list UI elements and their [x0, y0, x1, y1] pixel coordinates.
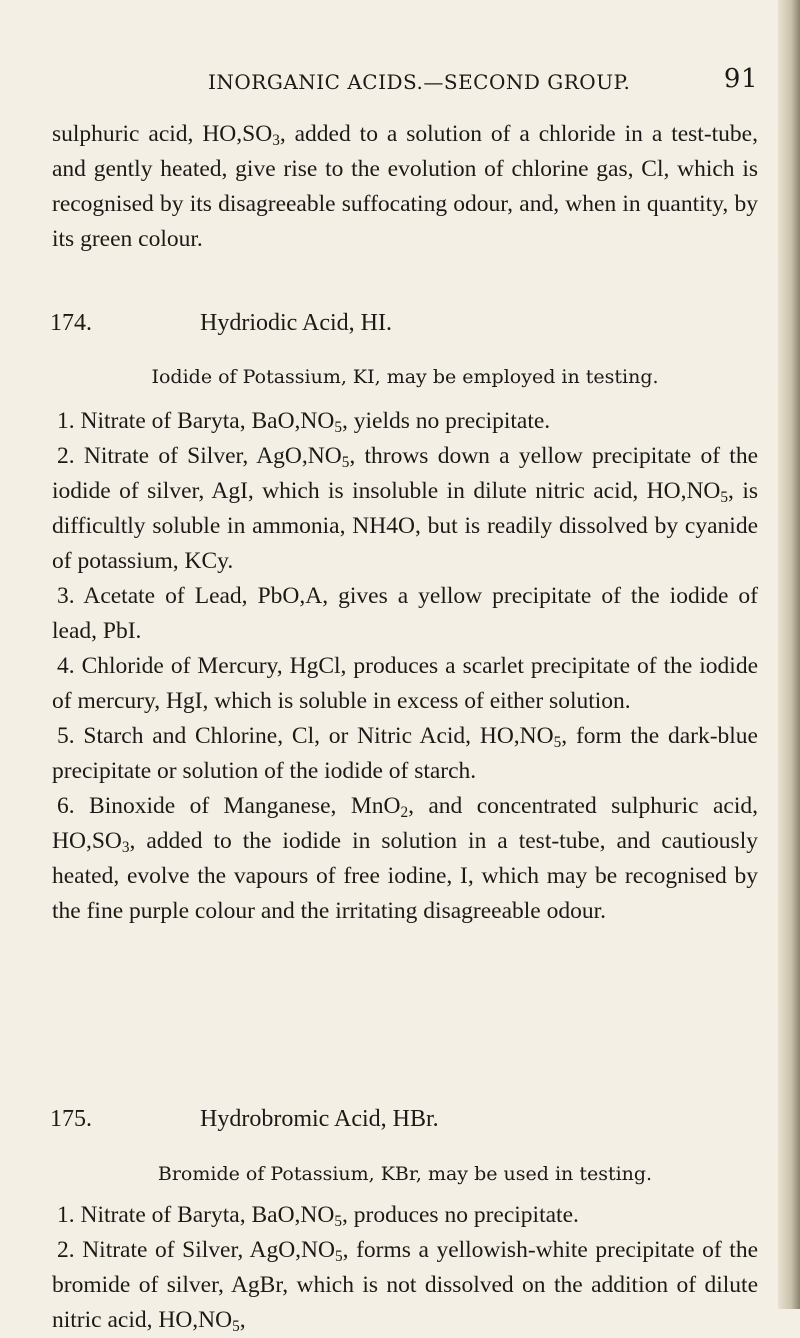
section-174-heading [50, 310, 392, 337]
section-175-heading [50, 1106, 439, 1133]
section-174-number: 174. [50, 310, 92, 336]
list-item: 4. Chloride of Mercury, HgCl, produces a scarlet precipitate of the iodide of mercury, HgI, which is soluble in excess of either solution. [52, 653, 758, 714]
page-edge [778, 0, 800, 1309]
list-item: 5. Starch and Chlorine, Cl, or Nitric Acid, $HO,NO_5$, form the dark-blue precipitate or solution of the iodide of starch. [52, 723, 758, 784]
section-175-title: Hydrobromic Acid, HBr. [200, 1106, 439, 1132]
running-header [112, 64, 758, 100]
list-item: 1. Nitrate of Baryta, $BaO,NO_5$, produces no precipitate. [57, 1202, 579, 1230]
list-item: 1. Nitrate of Baryta, $BaO,NO_5$, yields no precipitate. [57, 408, 551, 436]
intro-text: sulphuric acid, $HO,SO_3$, added to a solution of a chloride in a test-tube, and gently heated, give rise to the evolution of chlorine gas, Cl, which is recognised by its disagreeable suffocating odour, and, when in quantity, by its green colour. [52, 121, 758, 252]
section-175-items [52, 1198, 758, 1338]
page-number: 91 [723, 64, 758, 94]
list-item: 2. Nitrate of Silver, $AgO,NO_5$, forms a yellowish-white precipitate of the bromide of silver, AgBr, which is not dissolved on the addition of dilute nitric acid, $HO,NO_5$, [52, 1237, 758, 1335]
section-175-subtitle: Bromide of Potassium, KBr, may be used in testing. [157, 1163, 653, 1185]
intro-paragraph [52, 117, 758, 257]
section-174-items [52, 404, 758, 929]
section-175-number: 175. [50, 1106, 92, 1132]
list-item: 2. Nitrate of Silver, $AgO,NO_5$, throws down a yellow precipitate of the iodide of silver, AgI, which is insoluble in dilute nitric acid, $HO,NO_5$, is difficultly soluble in ammonia, NH4O, but is readily dissolved by cyanide of potassium, KCy. [52, 443, 758, 574]
section-174-subtitle: Iodide of Potassium, KI, may be employed in testing. [151, 366, 659, 388]
list-item: 3. Acetate of Lead, PbO,A, gives a yellow precipitate of the iodide of lead, PbI. [52, 583, 758, 644]
header-title: INORGANIC ACIDS.—SECOND GROUP. [208, 70, 631, 94]
list-item: 6. Binoxide of Manganese, MnO$_2$, and concentrated sulphuric acid, $HO,SO_3$, added to the iodide in solution in a test-tube, and cautiously heated, evolve the vapours of free iodine, I, which may be recognised by the fine purple colour and the irritating disagreeable odour. [52, 793, 758, 924]
section-174-title: Hydriodic Acid, HI. [200, 310, 392, 336]
